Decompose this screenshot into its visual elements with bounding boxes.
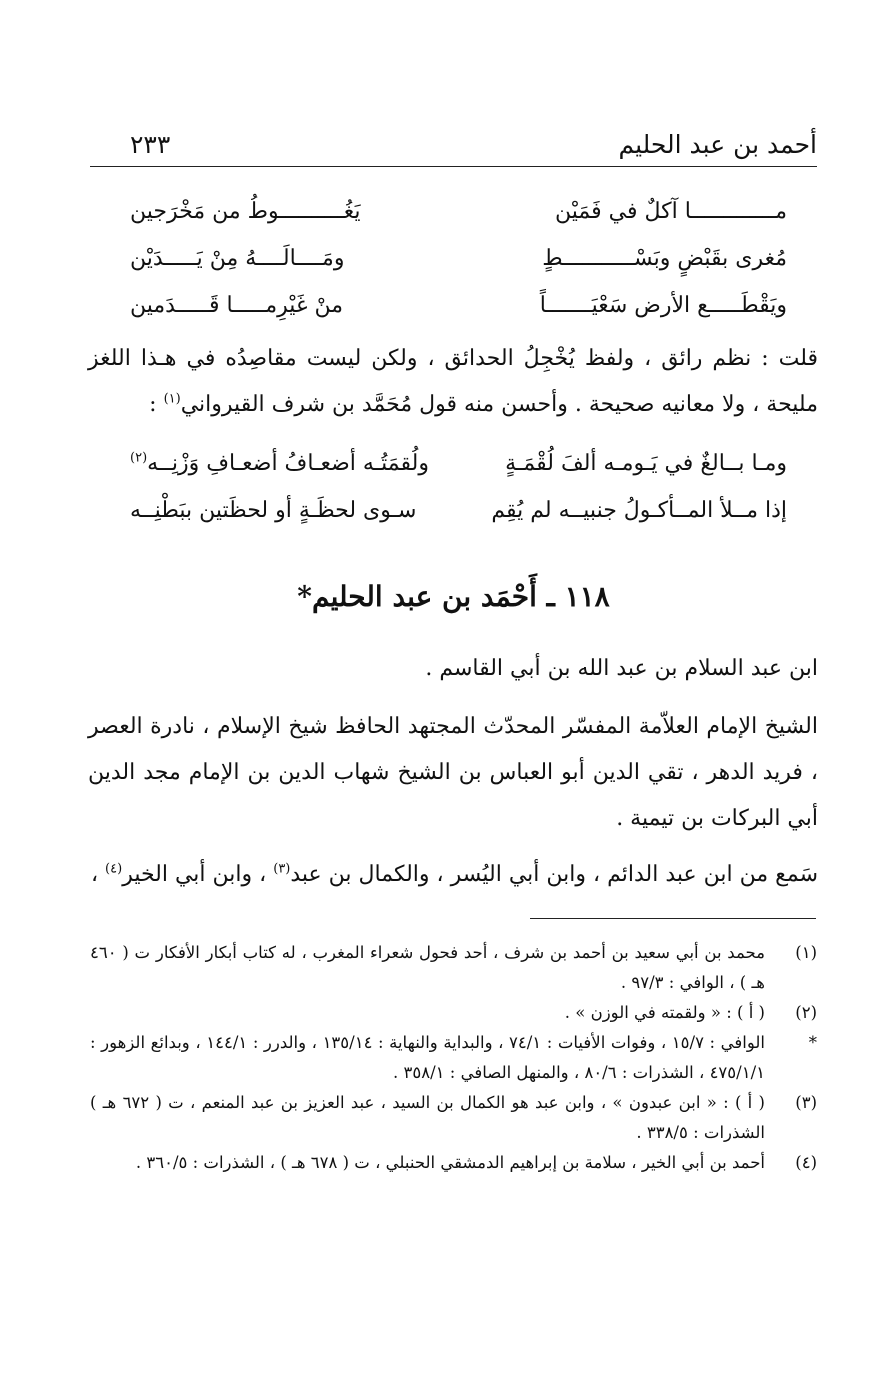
- footnote: [90, 998, 817, 1028]
- gluttony-poem: [90, 440, 817, 534]
- verse-second-hemistich: ومَــــالَــــهُ مِنْ يَـــــدَيْن: [130, 246, 345, 271]
- entry-teachers: [88, 852, 818, 898]
- commentary-tail: :: [149, 392, 164, 417]
- footnotes: [90, 938, 817, 1178]
- entry-title-text: ١١٨ ـ أَحْمَد بن عبد الحليم: [311, 580, 610, 613]
- verse-line: [90, 282, 817, 329]
- verse-first-hemistich: إذا مــلأ المــأكـولُ جنبيــه لم يُقِم: [491, 498, 787, 523]
- description-text: الشيخ الإمام العلاّمة المفسّر المحدّث المجتهد الحافظ شيخ الإسلام ، نادرة العصر ، فريد الدهر ، تقي الدين أبو العباس بن الشيخ شهاب الدين بن الإمام مجد الدين أبي البركات بن تيمية .: [88, 714, 818, 831]
- verse-first-hemistich: ومـا بــالغٌ في يَـومـه ألفَ لُقْمَـةٍ: [505, 451, 787, 476]
- teachers-text: ،: [90, 862, 106, 887]
- commentary-paragraph: [88, 336, 818, 428]
- footnote-text: ( أ ) : « ولقمته في الوزن » .: [564, 1003, 765, 1022]
- footnote: [90, 1148, 817, 1178]
- entry-heading: [90, 580, 817, 613]
- riddle-poem: [90, 188, 817, 329]
- verse-line: [90, 235, 817, 282]
- footnote-mark: (٢): [795, 1003, 817, 1022]
- entry-title-mark: *: [297, 580, 312, 613]
- verse-line: [90, 487, 817, 534]
- teachers-text: سَمع من ابن عبد الدائم ، وابن أبي اليُسر ، والكمال بن عبد: [290, 862, 818, 887]
- verse-line: [90, 440, 817, 487]
- footnote: [90, 1088, 817, 1148]
- verse-first-hemistich: مـــــــــــــا آكلٌ في فَمَيْن: [555, 199, 787, 224]
- teachers-text: ، وابن أبي الخير: [122, 862, 274, 887]
- page-header: [90, 130, 817, 164]
- footnote-mark: (٤): [795, 1153, 817, 1172]
- footnote-mark: (٣): [795, 1093, 817, 1112]
- footnote-mark: (١): [795, 943, 817, 962]
- footnote: [90, 938, 817, 998]
- header-rule: [90, 166, 817, 167]
- footnote-ref: (٣): [273, 861, 291, 877]
- footnote-ref: (٢): [130, 450, 148, 466]
- entry-lineage: [88, 646, 818, 692]
- hemistich-text: ولُقمَتُـه أضعـافُ أضعـافِ وَزْنِــه: [147, 451, 429, 476]
- verse-line: [90, 188, 817, 235]
- footnote-ref: (٤): [105, 861, 123, 877]
- verse-second-hemistich: منْ غَيْرِمـــــا قَـــــدَمين: [130, 293, 343, 318]
- footnote-text: محمد بن أبي سعيد بن أحمد بن شرف ، أحد فحول شعراء المغرب ، له كتاب أبكار الأفكار ت ( ٤٦٠ هـ ) ، الوافي : ٩٧/٣ .: [90, 943, 765, 992]
- verse-second-hemistich: سـوى لحظَـةٍ أو لحظَتين ببَطْنِــه: [130, 498, 417, 523]
- footnote-mark: *: [808, 1033, 817, 1052]
- footnote-text: أحمد بن أبي الخير ، سلامة بن إبراهيم الدمشقي الحنبلي ، ت ( ٦٧٨ هـ ) ، الشذرات : ٣٦٠/٥ .: [135, 1153, 765, 1172]
- footnote-text: ( أ ) : « ابن عبدون » ، وابن عبد هو الكمال بن السيد ، عبد العزيز بن عبد المنعم ، ت ( ٦٧٢ هـ ) الشذرات : ٣٣٨/٥ .: [90, 1093, 765, 1142]
- footnote: [90, 1028, 817, 1088]
- commentary-text: قلت : نظم رائق ، ولفظ يُخْجِلُ الحدائق ، ولكن ليست مقاصِدُه في هـذا اللغز مليحة ، ولا معانيه صحيحة . وأحسن منه قول مُحَمَّد بن شرف القيرواني: [88, 346, 818, 417]
- lineage-text: ابن عبد السلام بن عبد الله بن أبي القاسم .: [425, 656, 818, 681]
- verse-first-hemistich: مُغرى بقَبْضٍ وبَسْـــــــــــطٍ: [542, 246, 787, 271]
- footnote-text: الوافي : ١٥/٧ ، وفوات الأفيات : ٧٤/١ ، والبداية والنهاية : ١٣٥/١٤ ، والدرر : ١٤٤/١ ، وبدائع الزهور : ٤٧٥/١/١ ، الشذرات : ٨٠/٦ ، والمنهل الصافي : ٣٥٨/١ .: [90, 1033, 765, 1082]
- running-title: أحمد بن عبد الحليم: [618, 130, 817, 159]
- footnote-ref: (١): [163, 391, 181, 407]
- verse-first-hemistich: ويَقْطَـــــع الأرض سَعْيَـــــــاً: [539, 293, 787, 318]
- page-number: ٢٣٣: [130, 130, 171, 159]
- footnote-rule: [530, 918, 816, 919]
- entry-description: [88, 704, 818, 842]
- verse-second-hemistich: [130, 440, 429, 487]
- verse-second-hemistich: يَغُــــــــــوطُ من مَخْرَجين: [130, 199, 361, 224]
